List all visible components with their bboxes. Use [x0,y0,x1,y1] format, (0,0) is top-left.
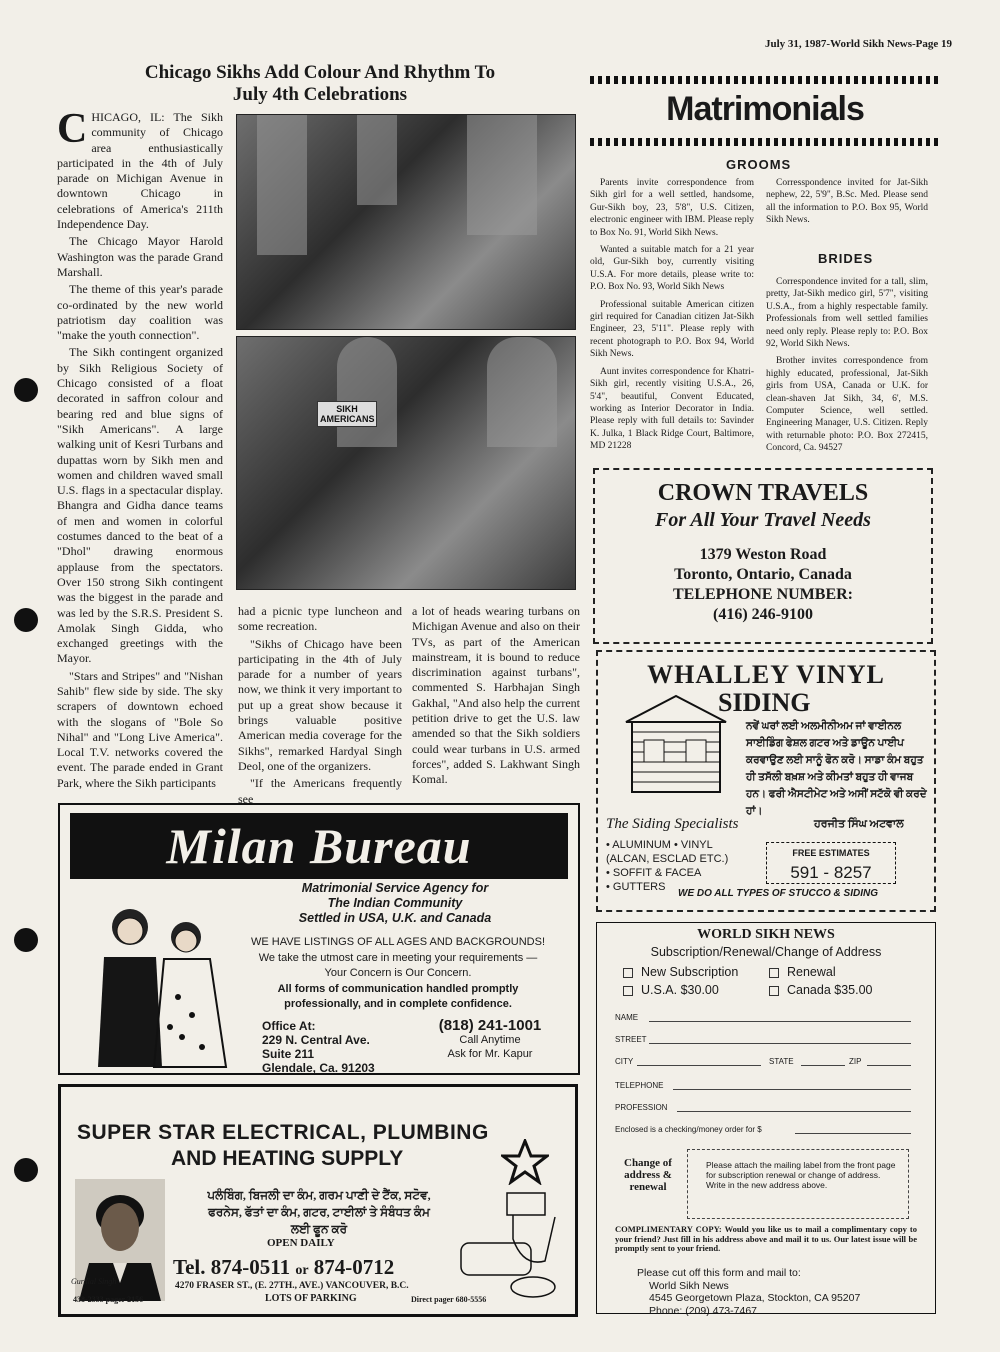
amount-field[interactable] [795,1133,911,1134]
portrait-caption: Gurdial Singh [71,1277,117,1286]
binder-hole [14,608,38,632]
matrimonials-banner [590,74,940,150]
phone-1: Tel. 874-0511 [173,1255,291,1279]
street-label: STREET [615,1035,647,1044]
complimentary-lead: COMPLIMENTARY COPY: [615,1224,722,1234]
binder-hole [14,1158,38,1182]
service-item: • GUTTERS [606,881,666,893]
enclosed-label: Enclosed is a checking/money order for $ [615,1125,762,1134]
whalley-phone: 591 - 8257 [790,863,872,882]
body-line: Your Concern is Our Concern. [324,967,472,979]
house-illustration [616,692,736,796]
matrimonials-title: Matrimonials [666,90,864,128]
superstar-phone [173,1255,394,1280]
service-item: • SOFFIT & FACEA [606,867,702,879]
subscription-form [596,922,936,1317]
mailing-address [637,1267,860,1317]
crown-address-1: 1379 Weston Road [699,546,827,563]
subtitle-line: The Indian Community [327,896,463,910]
parking: LOTS OF PARKING [265,1293,357,1304]
classified-ad: Correspondence invited for a tall, slim, pretty, Jat-Sikh medico girl, 5'7", visiting U.S.A., from a highly respectable family. Professionals from well settled families need only reply. Please reply to: P.O. Box 92, World Sikh News. [766,277,928,350]
free-estimates-box [766,842,896,884]
office-label: Office At: [262,1019,316,1033]
subtitle-line: Settled in USA, U.K. and Canada [298,911,492,925]
profession-field[interactable] [677,1111,911,1112]
classified-ad: Corresspondence invited for Jat-Sikh nephew, 22, 5'9", B.Sc. Med. Please send all the information to P.O. Box 95, World Sikh News. [766,178,928,226]
telephone-field[interactable] [673,1089,911,1090]
mail-line: 4545 Georgetown Plaza, Stockton, CA 95207 [649,1292,861,1304]
option-usa[interactable] [623,983,719,997]
body-line: professionally, and in complete confidence. [284,998,512,1010]
option-label: New Subscription [641,965,739,979]
state-label: STATE [769,1057,794,1066]
crown-name: CROWN TRAVELS [657,480,869,506]
paragraph: The Chicago Mayor Harold Washington was the parade Grand Marshall. [57,234,223,279]
grooms-heading: GROOMS [726,157,792,172]
checkbox[interactable] [769,986,779,996]
couple-illustration [82,897,232,1069]
form-subtitle: Subscription/Renewal/Change of Address [650,945,882,959]
option-label: Renewal [787,965,836,979]
superstar-title-1: SUPER STAR ELECTRICAL, PLUMBING [77,1121,489,1144]
mail-line: World Sikh News [649,1279,729,1292]
superstar-address: 4270 FRASER ST., (E. 27TH., AVE.) VANCOUVER, B.C. [175,1281,409,1291]
or-word: or [295,1263,309,1278]
free-estimates-label: FREE ESTIMATES [788,848,873,858]
paragraph: "If the Americans frequently see [238,776,402,806]
classified-ad: Parents invite correspondence from Sikh girl for a well settled, handsome, Gur-Sikh boy, 23, 5'8", U.S. Citizen, electronic engineer with IBM. Please reply to Box No. 91, World Sikh News. [590,178,754,238]
subtitle-line: Matrimonial Service Agency for [301,881,489,895]
service-item: • ALUMINUM • VINYL [606,839,713,851]
crown-address-2: Toronto, Ontario, Canada [674,566,852,583]
state-field[interactable] [801,1065,845,1066]
zip-field[interactable] [867,1065,911,1066]
brides-column [766,276,928,464]
milan-contact [420,1019,560,1061]
option-canada[interactable] [769,983,873,997]
superstar-title-2: AND HEATING SUPPLY [171,1147,404,1170]
milan-subtitle [230,881,560,926]
headline-line: July 4th Celebrations [232,84,408,105]
headline-line: Chicago Sikhs Add Colour And Rhythm To [144,62,496,83]
zip-label: ZIP [849,1057,862,1066]
form-title: WORLD SIKH NEWS [697,927,835,942]
option-new[interactable] [623,965,738,979]
checkbox[interactable] [623,968,633,978]
drop-cap: C [57,106,88,152]
article-column-3 [412,604,580,794]
paragraph: The Sikh contingent organized by Sikh Religious Society of Chicago consisted of a float decorated in saffron colour and bearing red and blue signs of "Sikh Americans". A large walking unit of Kesri Turbans and dupattas worn by Sikh men and women and children waved small U.S. flags in a spectacular display. Bhangra and Gidha dance teams of men and women in colorful costumes danced to the beat of a "Dhol" drawing enormous applause from the spectators. Over 150 strong Sikh contingent was the biggest in the parade and was led by the S.R.S. President S. Amolak Singh Gidda, who exchanged greetings with the Mayor. [57,345,223,666]
city-label: CITY [615,1057,634,1066]
whalley-name-2: SIDING [718,688,811,717]
binder-hole [14,928,38,952]
star-icon [501,1139,549,1185]
paragraph: The theme of this year's parade co-ordinated by the new world patriotism day coalition was "make the youth connection". [57,282,223,343]
milan-body [220,935,576,1013]
complimentary-text: Would you like us to mail a complimentary copy to your friend? Just fill in his address above and mail it to us. Our latest issue will be promptly sent to your friend. [615,1224,917,1253]
parade-photo-1 [236,114,576,330]
parade-photo-2 [236,336,576,590]
paragraph: HICAGO, IL: The Sikh community of Chicago area enthusiastically participated in the 4th of July parade on Michigan Avenue in downtown Chicago in celebrations of America's 211th Independence Day. [57,110,223,232]
brides-heading: BRIDES [818,251,874,266]
paragraph: had a picnic type luncheon and some recreation. [238,604,402,634]
label-note: Please attach the mailing label from the front page for subscription renewal or change of address. Write in the new address above. [706,1160,896,1190]
paragraph: "Sikhs of Chicago have been participating in the 4th of July parade for a number of years now, we think it very important to put up a great show because it brings valuable positive American media coverage for the Sikhs", remarked Hardyal Singh Deol, one of the organizers. [238,636,402,773]
name-field[interactable] [649,1021,911,1022]
checkbox[interactable] [769,968,779,978]
whalley-vinyl-ad [596,650,936,912]
crown-tagline: For All Your Travel Needs [655,509,871,531]
milan-office [262,1019,375,1075]
ask-for: Ask for Mr. Kapur [447,1048,533,1060]
article-column-1 [57,106,223,790]
whalley-script: The Siding Specialists [606,816,739,832]
classified-ad: Brother invites correspondence from highly educated, professional, Jat-Sikh girls from USA, Canada or U.K. for clean-shaven Jat Sikh, 34, 6', M.S. Computer Science, well settled. Engineering Manager, U.S. Citizen. Reply with returnable photo: P.O. Box 272415, Concord, Ca. 94527 [766,356,928,454]
plumbing-fixtures-illustration [457,1187,567,1303]
whalley-owner: ਹਰਜੀਤ ਸਿੰਘ ਅਟਵਾਲ [814,818,904,830]
binder-hole [14,378,38,402]
milan-bureau-ad [58,803,580,1075]
profession-label: PROFESSION [615,1103,668,1112]
city-field[interactable] [637,1065,761,1066]
article-headline [90,62,550,106]
classified-ad: Wanted a suitable match for a 21 year old, Gur-Sikh boy, currently visiting U.S.A. For more details, please write to: P.O. Box No. 93, World Sikh News [590,245,754,293]
office-address: 229 N. Central Ave. [262,1033,370,1047]
article-column-2 [238,604,402,806]
super-star-ad [58,1084,578,1317]
classified-ad: Professional suitable American citizen girl required for Canadian citizen Jat-Sikh Engineer, 23, 5'11". Please reply with recent photograph to P.O. Box 94, World Sikh News. [590,299,754,360]
option-label: U.S.A. $30.00 [641,983,719,997]
mailing-label-area[interactable] [687,1149,909,1219]
superstar-punjabi: ਪਲੰਬਿੰਗ, ਬਿਜਲੀ ਦਾ ਕੰਮ, ਗਰਮ ਪਾਣੀ ਦੇ ਟੈਂਕ, ਸਟੋਵ, ਫਰਨੇਸ, ਫੱਤਾਂ ਦਾ ਕੰਮ, ਗਟਰ, ਟਾਈਲਾਂ ਤੇ ਸੰਬੰਧਤ ਕੰਮ ਲਈ ਫੂਨ ਕਰੋ [207,1188,431,1236]
name-label: NAME [615,1013,639,1022]
milan-title: Milan Bureau [70,813,568,879]
whalley-service-list [606,838,728,894]
complimentary-note [615,1225,917,1254]
classified-ad: Aunt invites correspondence for Khatri-Sikh girl, recently visiting U.S.A., 26, 5'4", beautiful, Convent Educated, working as Interior Decorator in India. Please reply with full details to: Savinder K. Julka, 1 Black Ridge Court, Baltimore, MD 21228 [590,366,754,452]
crown-phone: (416) 246-9100 [713,606,813,623]
option-renewal[interactable] [769,965,836,979]
body-line: WE HAVE LISTINGS OF ALL AGES AND BACKGROUNDS! [250,936,546,948]
open-daily: OPEN DAILY [267,1237,335,1249]
body-line: All forms of communication handled promptly [277,982,519,995]
paragraph: "Stars and Stripes" and "Nishan Sahib" flew side by side. The sky scrapers of downtown echoed with the slogans of "Bole So Nihal" and "Long Live America". Local T.V. networks covered the event. The parade ended in Grant Park, where the Sikh participants [57,668,223,790]
crown-travels-ad [593,468,933,644]
running-head: July 31, 1987-World Sikh News-Page 19 [764,38,952,50]
crown-phone-label: TELEPHONE NUMBER: [672,586,853,603]
service-item: (ALCAN, ESCLAD ETC.) [606,853,729,865]
grooms-column-2 [766,177,928,247]
call-anytime: Call Anytime [459,1034,521,1046]
phone-2: 874-0712 [313,1255,395,1279]
direct-pager: Direct pager 680-5556 [411,1295,487,1304]
checkbox[interactable] [623,986,633,996]
grooms-column [590,177,754,463]
cutoff-line: Please cut off this form and mail to: [637,1267,801,1279]
paragraph: a lot of heads wearing turbans on Michigan Avenue and also on their TVs, as part of the American mainstream, it is bound to reduce discrimination against turbans", commented S. Harbhajan Singh Gakhal, "And also help the current petition drive to get the U.S. law amended so that the Sikh soldiers could wear turbans in U.S. armed forces", added S. Lakhwant Singh Komal. [412,604,580,787]
whalley-punjabi-text: ਨਵੇਂ ਘਰਾਂ ਲਈ ਅਲਮੀਨੀਅਮ ਜਾਂ ਵਾਈਨਲ ਸਾਈਡਿੰਗ ਫੇਸ਼ਲ ਗਟਰ ਅਤੇ ਡਾਊਨ ਪਾਈਪ ਕਰਵਾਉਣ ਲਈ ਸਾਨੂੰ ਫੋਨ ਕਰੋ। ਸਾਡਾ ਕੰਮ ਬਹੁਤ ਹੀ ਤਸੱਲੀ ਬਖ਼ਸ਼ ਅਤੇ ਕੀਮਤਾਂ ਬਹੁਤ ਹੀ ਵਾਜਬ ਹਨ। ਫਰੀ ਐਸਟੀਮੇਟ ਅਤੇ ਅਸੀਂ ਸਟੱਕੋ ਵੀ ਕਰਦੇ ਹਾਂ। [746,721,927,817]
photo-sign: SIKH AMERICANS [317,401,377,427]
change-label: Change of address & renewal [624,1157,672,1193]
milan-phone: (818) 241-1001 [438,1017,542,1034]
office-address: Suite 211 [262,1047,315,1061]
mail-line: Phone: (209) 473-7467 [649,1304,757,1317]
whalley-name: WHALLEY VINYL [647,660,885,689]
body-line: We take the utmost care in meeting your requirements — [258,951,538,964]
whalley-footer: WE DO ALL TYPES OF STUCCO & SIDING [678,888,879,899]
street-field[interactable] [649,1043,911,1044]
office-address: Glendale, Ca. 91203 [262,1061,375,1075]
telephone-label: TELEPHONE [615,1081,664,1090]
pager-number: 438-2333 pager 2156 [73,1295,144,1304]
option-label: Canada $35.00 [787,983,873,997]
